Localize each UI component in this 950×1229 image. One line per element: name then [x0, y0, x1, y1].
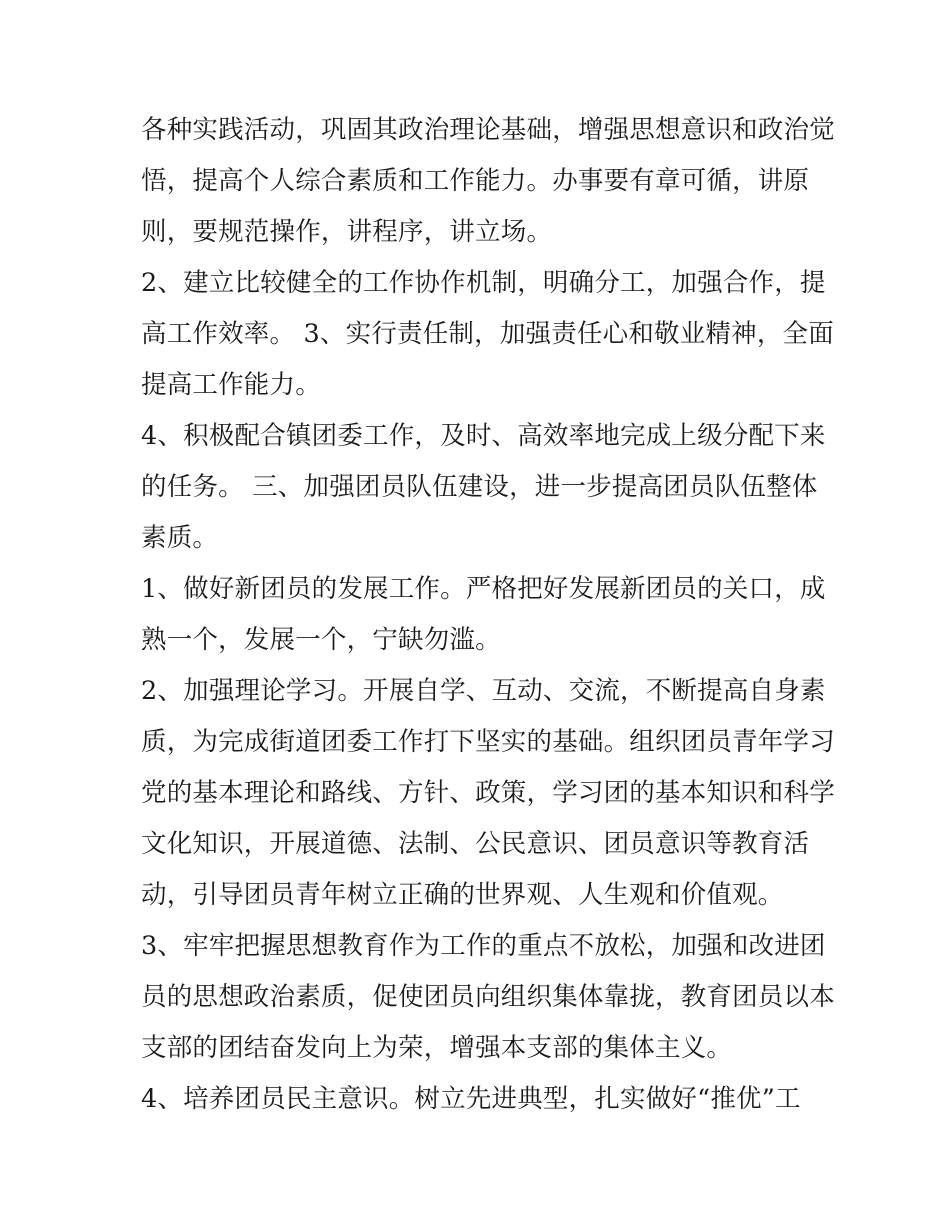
- text-line: 党的基本理论和路线、方针、政策，学习团的基本知识和科学: [141, 778, 835, 808]
- text-line: 4、培养团员民主意识。树立先进典型，扎实做好“推优”工: [141, 1084, 801, 1114]
- text-line: 2、加强理论学习。开展自学、互动、交流，不断提高自身素: [141, 676, 826, 706]
- text-line: 悟，提高个人综合素质和工作能力。办事要有章可循，讲原: [141, 166, 810, 196]
- text-line: 提高工作能力。: [141, 370, 321, 400]
- text-line: 的任务。 三、加强团员队伍建设，进一步提高团员队伍整体: [141, 472, 818, 502]
- text-line: 2、建立比较健全的工作协作机制，明确分工，加强合作，提: [141, 268, 826, 298]
- text-line: 支部的团结奋发向上为荣，增强本支部的集体主义。: [141, 1033, 733, 1063]
- text-line: 4、积极配合镇团委工作，及时、高效率地完成上级分配下来: [141, 421, 826, 451]
- text-line: 文化知识，开展道德、法制、公民意识、团员意识等教育活: [141, 829, 810, 859]
- text-line: 1、做好新团员的发展工作。严格把好发展新团员的关口，成: [141, 574, 826, 604]
- text-line: 动，引导团员青年树立正确的世界观、人生观和价值观。: [141, 880, 784, 910]
- text-line: 3、牢牢把握思想教育作为工作的重点不放松，加强和改进团: [141, 931, 826, 961]
- text-line: 高工作效率。 3、实行责任制，加强责任心和敬业精神，全面: [141, 319, 834, 349]
- text-line: 各种实践活动，巩固其政治理论基础，增强思想意识和政治觉: [141, 115, 835, 145]
- text-line: 则，要规范操作，讲程序，讲立场。: [141, 217, 553, 247]
- text-line: 素质。: [141, 523, 219, 553]
- text-line: 员的思想政治素质，促使团员向组织集体靠拢，教育团员以本: [141, 982, 835, 1012]
- text-line: 质，为完成街道团委工作打下坚实的基础。组织团员青年学习: [141, 727, 835, 757]
- text-line: 熟一个，发展一个，宁缺勿滥。: [141, 625, 501, 655]
